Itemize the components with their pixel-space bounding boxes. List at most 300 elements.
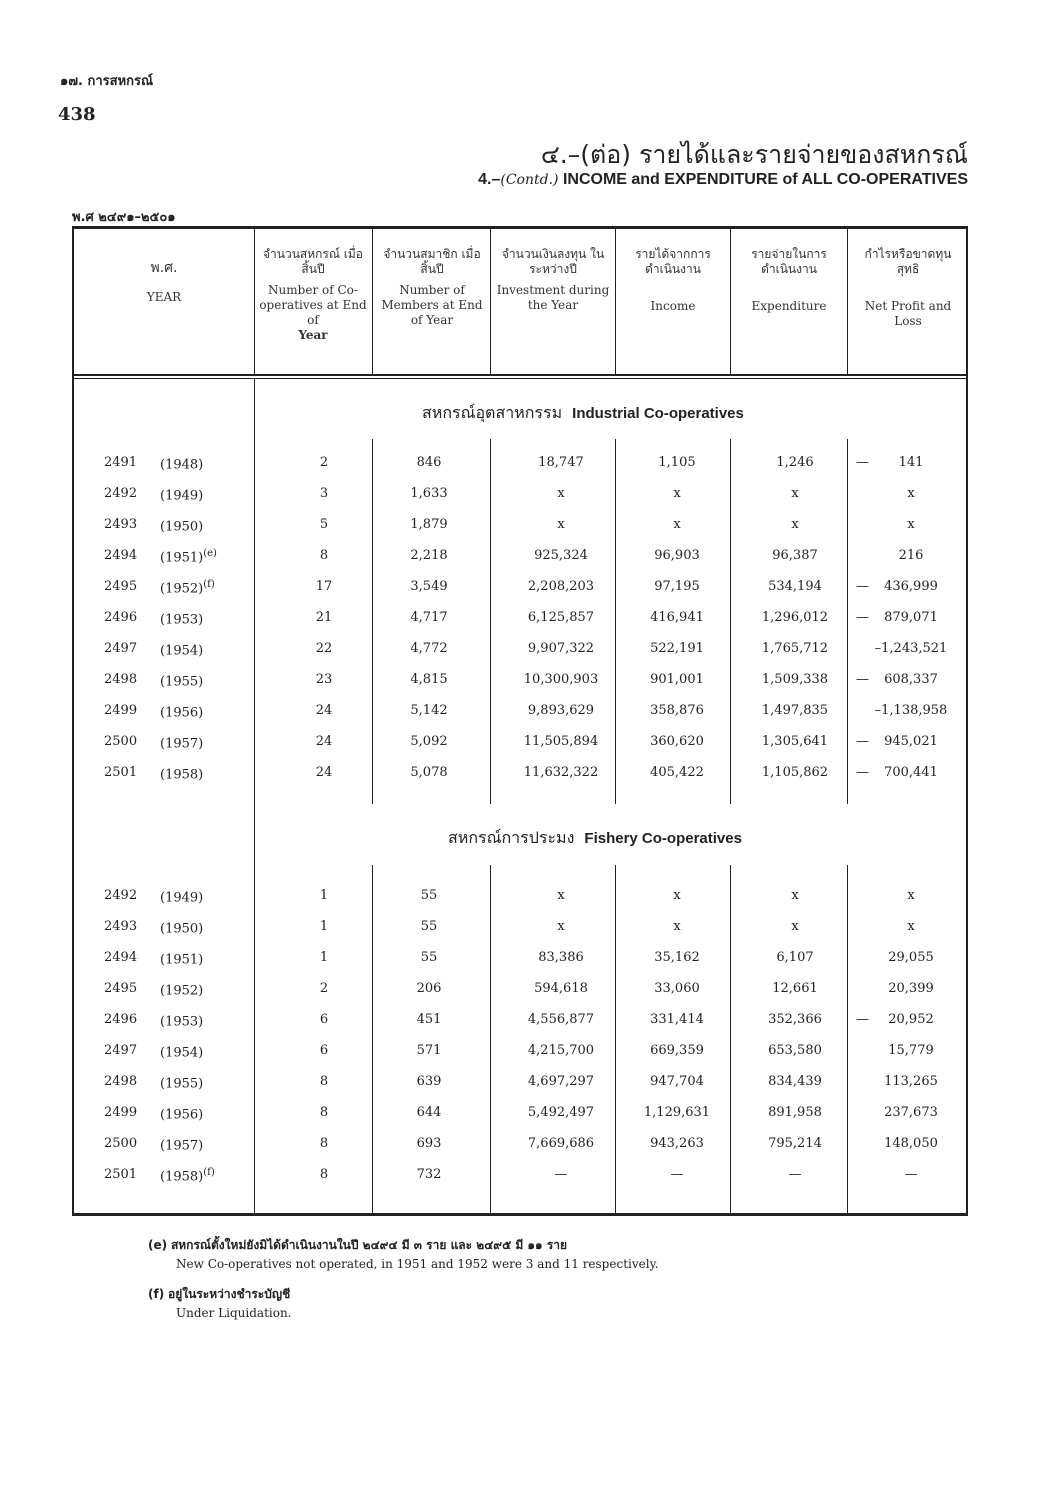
cell-members: 1,879 xyxy=(410,517,448,532)
cell-coops: 1 xyxy=(319,888,329,903)
cell-income: x xyxy=(673,486,681,501)
cell-investment: 10,300,903 xyxy=(523,672,599,687)
year-ce-text: (1957) xyxy=(160,1138,204,1154)
cell-income: — xyxy=(670,1167,684,1182)
col-header-income xyxy=(619,247,727,314)
cell-year-be: 2497 xyxy=(104,1043,138,1058)
cell-income: 1,105 xyxy=(658,455,696,470)
table-row xyxy=(74,455,970,479)
cell-net-value: 436,999 xyxy=(884,579,938,594)
year-ce-text: (1953) xyxy=(160,612,204,628)
title-en-contd: (Contd.) xyxy=(500,172,559,188)
negative-sign: — xyxy=(856,734,869,749)
cell-members: 55 xyxy=(420,950,438,965)
cell-net-value: 20,952 xyxy=(888,1012,934,1027)
title-en-main: INCOME and EXPENDITURE of ALL CO-OPERATIVES xyxy=(562,171,968,188)
col-header-investment-en: Investment during the Year xyxy=(496,283,610,312)
section-title-th: สหกรณ์การประมง xyxy=(448,828,575,847)
negative-sign: — xyxy=(856,672,869,687)
cell-net-value: 141 xyxy=(898,455,924,470)
cell-members: 4,772 xyxy=(410,641,448,656)
cell-investment: 2,208,203 xyxy=(527,579,595,594)
cell-net xyxy=(856,1105,966,1120)
table-row xyxy=(74,1074,970,1098)
col-header-members-th: จำนวนสมาชิก เมื่อสิ้นปี xyxy=(383,247,481,276)
cell-net-value: 608,337 xyxy=(884,672,938,687)
cell-year-ce xyxy=(160,888,203,905)
section-title-th: สหกรณ์อุตสาหกรรม xyxy=(422,403,563,422)
col-header-net-en: Net Profit and Loss xyxy=(864,299,952,328)
col-header-year-en: YEAR xyxy=(146,290,182,304)
cell-investment: 9,907,322 xyxy=(527,641,595,656)
cell-expenditure: 6,107 xyxy=(776,950,814,965)
section-title-en: Fishery Co-operatives xyxy=(584,830,742,847)
cell-expenditure: — xyxy=(788,1167,802,1182)
table-row xyxy=(74,703,970,727)
footnote-mark: (f) xyxy=(148,1287,165,1301)
cell-year-be: 2494 xyxy=(104,950,138,965)
cell-expenditure: 795,214 xyxy=(768,1136,822,1151)
cell-net-value: 20,399 xyxy=(888,981,934,996)
col-header-coops-th: จำนวนสหกรณ์ เมื่อสิ้นปี xyxy=(262,247,364,276)
year-ce-text: (1951) xyxy=(160,550,204,566)
cell-members: 2,218 xyxy=(410,548,448,563)
header-rule xyxy=(490,229,491,374)
cell-year-be: 2493 xyxy=(104,517,138,532)
cell-net xyxy=(856,950,966,965)
cell-net-value: 237,673 xyxy=(884,1105,938,1120)
cell-income: 416,941 xyxy=(650,610,704,625)
cell-income: 33,060 xyxy=(654,981,700,996)
cell-income: 901,001 xyxy=(650,672,704,687)
cell-net xyxy=(856,1012,966,1027)
cell-income: 947,704 xyxy=(650,1074,704,1089)
cell-investment: 11,632,322 xyxy=(523,765,599,780)
cell-net-value: –1,138,958 xyxy=(874,703,948,718)
cell-income: 35,162 xyxy=(654,950,700,965)
cell-year-ce xyxy=(160,1105,203,1122)
cell-net xyxy=(856,455,966,470)
cell-net-value: 29,055 xyxy=(888,950,934,965)
col-header-coops-en xyxy=(257,283,369,343)
cell-year-be: 2491 xyxy=(104,455,138,470)
cell-income: 669,359 xyxy=(650,1043,704,1058)
cell-investment: 6,125,857 xyxy=(527,610,595,625)
cell-net-value: 700,441 xyxy=(884,765,938,780)
cell-members: 693 xyxy=(416,1136,442,1151)
year-ce-text: (1954) xyxy=(160,1045,204,1061)
cell-net xyxy=(856,888,966,903)
cell-coops: 1 xyxy=(319,950,329,965)
cell-year-be: 2500 xyxy=(104,734,138,749)
body-rule xyxy=(847,865,848,1215)
cell-net-value: –1,243,521 xyxy=(874,641,948,656)
cell-coops: 24 xyxy=(315,765,333,780)
cell-year-ce xyxy=(160,1136,203,1153)
table-row xyxy=(74,548,970,572)
body-rule xyxy=(490,865,491,1215)
cell-year-ce xyxy=(160,981,203,998)
running-header: ๑๗. การสหกรณ์ xyxy=(60,74,154,89)
cell-members: 1,633 xyxy=(410,486,448,501)
cell-year-be: 2492 xyxy=(104,888,138,903)
negative-sign: — xyxy=(856,1012,869,1027)
cell-expenditure: 12,661 xyxy=(772,981,818,996)
cell-members: 55 xyxy=(420,919,438,934)
cell-net xyxy=(856,1043,966,1058)
cell-year-be: 2495 xyxy=(104,579,138,594)
cell-net-value: x xyxy=(907,919,915,934)
cell-investment: 5,492,497 xyxy=(527,1105,595,1120)
cell-net-value: 148,050 xyxy=(884,1136,938,1151)
cell-expenditure: 1,296,012 xyxy=(761,610,829,625)
title-thai: ๔.–(ต่อ) รายได้และรายจ่ายของสหกรณ์ xyxy=(540,140,968,169)
data-table xyxy=(72,226,968,1216)
cell-coops: 8 xyxy=(319,1074,329,1089)
cell-expenditure: x xyxy=(791,919,799,934)
cell-income: 1,129,631 xyxy=(643,1105,711,1120)
cell-expenditure: 534,194 xyxy=(768,579,822,594)
year-ce-text: (1957) xyxy=(160,736,204,752)
cell-expenditure: 1,497,835 xyxy=(761,703,829,718)
col-header-coops-en-text: Number of Co-operatives at End of xyxy=(259,283,367,327)
table-row xyxy=(74,1136,970,1160)
col-header-coops-en-bold: Year xyxy=(298,328,328,342)
cell-year-ce xyxy=(160,1167,215,1184)
cell-members: 55 xyxy=(420,888,438,903)
cell-investment: 925,324 xyxy=(534,548,588,563)
cell-coops: 6 xyxy=(319,1043,329,1058)
cell-members: 5,142 xyxy=(410,703,448,718)
year-ce-text: (1956) xyxy=(160,705,204,721)
cell-net xyxy=(856,1167,966,1182)
cell-investment: 4,697,297 xyxy=(527,1074,595,1089)
cell-year-be: 2493 xyxy=(104,919,138,934)
year-ce-text: (1949) xyxy=(160,488,204,504)
table-row xyxy=(74,888,970,912)
cell-year-ce xyxy=(160,1074,203,1091)
table-row xyxy=(74,579,970,603)
title-en-prefix: 4.– xyxy=(478,171,501,188)
cell-coops: 24 xyxy=(315,734,333,749)
cell-income: 358,876 xyxy=(650,703,704,718)
year-ce-text: (1949) xyxy=(160,890,204,906)
cell-net xyxy=(856,765,966,780)
cell-net xyxy=(856,610,966,625)
table-row xyxy=(74,734,970,758)
cell-net-value: 15,779 xyxy=(888,1043,934,1058)
cell-year-ce xyxy=(160,610,203,627)
cell-net xyxy=(856,1136,966,1151)
header-rule xyxy=(372,229,373,374)
cell-investment: 4,215,700 xyxy=(527,1043,595,1058)
footnote-mark: (e) xyxy=(203,548,217,559)
year-ce-text: (1953) xyxy=(160,1014,204,1030)
table-row xyxy=(74,1105,970,1129)
cell-investment: 594,618 xyxy=(534,981,588,996)
cell-investment: x xyxy=(557,517,565,532)
cell-net xyxy=(856,919,966,934)
negative-sign: — xyxy=(856,610,869,625)
cell-year-ce xyxy=(160,1012,203,1029)
period-label: พ.ศ ๒๔๙๑–๒๕๐๑ xyxy=(72,210,176,225)
cell-members: 3,549 xyxy=(410,579,448,594)
col-header-expenditure xyxy=(734,247,844,314)
cell-year-be: 2499 xyxy=(104,703,138,718)
cell-year-be: 2492 xyxy=(104,486,138,501)
cell-members: 5,092 xyxy=(410,734,448,749)
page-number: 438 xyxy=(58,104,96,125)
cell-investment: x xyxy=(557,486,565,501)
cell-income: 943,263 xyxy=(650,1136,704,1151)
footnote-thai: อยู่ในระหว่างชำระบัญชี xyxy=(168,1287,291,1301)
cell-year-be: 2498 xyxy=(104,1074,138,1089)
negative-sign: — xyxy=(856,455,869,470)
cell-income: x xyxy=(673,919,681,934)
table-row xyxy=(74,1012,970,1036)
cell-income: 96,903 xyxy=(654,548,700,563)
negative-sign: — xyxy=(856,765,869,780)
year-ce-text: (1952) xyxy=(160,983,204,999)
footnotes xyxy=(148,1236,659,1334)
cell-investment: x xyxy=(557,888,565,903)
col-header-members xyxy=(376,247,488,328)
col-header-investment xyxy=(494,247,612,313)
cell-year-be: 2499 xyxy=(104,1105,138,1120)
cell-net xyxy=(856,981,966,996)
cell-year-be: 2495 xyxy=(104,981,138,996)
cell-investment: — xyxy=(554,1167,568,1182)
col-header-year xyxy=(94,247,234,305)
cell-expenditure: 1,246 xyxy=(776,455,814,470)
cell-year-be: 2494 xyxy=(104,548,138,563)
col-header-income-en: Income xyxy=(650,299,696,313)
table-row xyxy=(74,765,970,789)
year-ce-text: (1948) xyxy=(160,457,204,473)
title-english xyxy=(478,171,968,189)
header-divider xyxy=(74,374,966,376)
cell-net xyxy=(856,517,966,532)
cell-members: 846 xyxy=(416,455,442,470)
cell-net-value: 945,021 xyxy=(884,734,938,749)
cell-expenditure: 352,366 xyxy=(768,1012,822,1027)
cell-expenditure: 1,509,338 xyxy=(761,672,829,687)
cell-net xyxy=(856,579,966,594)
cell-coops: 21 xyxy=(315,610,333,625)
table-row xyxy=(74,950,970,974)
cell-year-ce xyxy=(160,548,217,565)
cell-investment: 83,386 xyxy=(538,950,584,965)
footnote xyxy=(148,1285,659,1320)
cell-investment: 4,556,877 xyxy=(527,1012,595,1027)
cell-year-ce xyxy=(160,455,203,472)
cell-income: 331,414 xyxy=(650,1012,704,1027)
cell-income: 360,620 xyxy=(650,734,704,749)
section-title-industrial xyxy=(422,401,744,426)
cell-year-ce xyxy=(160,641,203,658)
cell-expenditure: 1,305,641 xyxy=(761,734,829,749)
cell-year-ce xyxy=(160,765,203,782)
cell-coops: 5 xyxy=(319,517,329,532)
cell-coops: 2 xyxy=(319,981,329,996)
cell-year-ce xyxy=(160,672,203,689)
cell-coops: 22 xyxy=(315,641,333,656)
cell-expenditure: 1,765,712 xyxy=(761,641,829,656)
cell-members: 206 xyxy=(416,981,442,996)
col-header-net-th: กำไรหรือขาดทุน สุทธิ xyxy=(864,247,952,276)
year-ce-text: (1955) xyxy=(160,674,204,690)
cell-expenditure: 891,958 xyxy=(768,1105,822,1120)
cell-year-be: 2500 xyxy=(104,1136,138,1151)
cell-expenditure: x xyxy=(791,486,799,501)
cell-net-value: 113,265 xyxy=(884,1074,938,1089)
col-header-income-th: รายได้จากการ ดำเนินงาน xyxy=(635,247,711,276)
cell-net xyxy=(856,703,966,718)
cell-year-be: 2497 xyxy=(104,641,138,656)
col-header-net xyxy=(852,247,964,329)
cell-year-ce xyxy=(160,703,203,720)
cell-net-value: — xyxy=(904,1167,918,1182)
table-row xyxy=(74,641,970,665)
cell-income: 97,195 xyxy=(654,579,700,594)
cell-income: 405,422 xyxy=(650,765,704,780)
table-row xyxy=(74,919,970,943)
footnote-mark: (e) xyxy=(148,1238,168,1252)
cell-year-be: 2498 xyxy=(104,672,138,687)
cell-net xyxy=(856,1074,966,1089)
footnote xyxy=(148,1236,659,1271)
cell-members: 644 xyxy=(416,1105,442,1120)
header-rule xyxy=(615,229,616,374)
cell-income: x xyxy=(673,888,681,903)
cell-net xyxy=(856,548,966,563)
cell-net xyxy=(856,672,966,687)
cell-expenditure: x xyxy=(791,888,799,903)
cell-coops: 8 xyxy=(319,1136,329,1151)
cell-net-value: 879,071 xyxy=(884,610,938,625)
cell-investment: 18,747 xyxy=(538,455,584,470)
cell-year-ce xyxy=(160,1043,203,1060)
body-rule xyxy=(372,865,373,1215)
cell-coops: 8 xyxy=(319,1167,329,1182)
cell-year-be: 2496 xyxy=(104,1012,138,1027)
cell-year-ce xyxy=(160,919,203,936)
cell-coops: 6 xyxy=(319,1012,329,1027)
cell-income: x xyxy=(673,517,681,532)
cell-year-be: 2501 xyxy=(104,1167,138,1182)
table-row xyxy=(74,610,970,634)
cell-coops: 24 xyxy=(315,703,333,718)
table-row xyxy=(74,981,970,1005)
cell-expenditure: 653,580 xyxy=(768,1043,822,1058)
cell-net-value: x xyxy=(907,888,915,903)
year-ce-text: (1955) xyxy=(160,1076,204,1092)
cell-coops: 8 xyxy=(319,1105,329,1120)
cell-income: 522,191 xyxy=(650,641,704,656)
table-row xyxy=(74,1167,970,1191)
cell-members: 4,815 xyxy=(410,672,448,687)
table-row xyxy=(74,517,970,541)
cell-net xyxy=(856,486,966,501)
cell-net-value: 216 xyxy=(898,548,924,563)
cell-net xyxy=(856,641,966,656)
cell-year-be: 2496 xyxy=(104,610,138,625)
section-title-en: Industrial Co-operatives xyxy=(572,405,744,422)
cell-year-be: 2501 xyxy=(104,765,138,780)
year-ce-text: (1950) xyxy=(160,921,204,937)
footnote-english: Under Liquidation. xyxy=(176,1306,292,1320)
cell-year-ce xyxy=(160,579,215,596)
cell-members: 451 xyxy=(416,1012,442,1027)
col-header-expenditure-th: รายจ่ายในการ ดำเนินงาน xyxy=(751,247,827,276)
col-header-investment-th: จำนวนเงินลงทุน ในระหว่างปี xyxy=(501,247,605,276)
col-header-members-en: Number of Members at End of Year xyxy=(381,283,483,327)
cell-members: 5,078 xyxy=(410,765,448,780)
body-rule xyxy=(730,865,731,1215)
header-rule xyxy=(254,229,255,374)
year-ce-text: (1952) xyxy=(160,581,204,597)
cell-net xyxy=(856,734,966,749)
cell-members: 639 xyxy=(416,1074,442,1089)
cell-year-ce xyxy=(160,486,203,503)
year-ce-text: (1956) xyxy=(160,1107,204,1123)
cell-year-ce xyxy=(160,517,203,534)
table-row xyxy=(74,672,970,696)
cell-year-ce xyxy=(160,734,203,751)
cell-expenditure: 834,439 xyxy=(768,1074,822,1089)
footnote-mark: (f) xyxy=(203,579,215,590)
cell-year-ce xyxy=(160,950,203,967)
cell-investment: x xyxy=(557,919,565,934)
cell-investment: 9,893,629 xyxy=(527,703,595,718)
year-ce-text: (1950) xyxy=(160,519,204,535)
cell-expenditure: x xyxy=(791,517,799,532)
cell-members: 571 xyxy=(416,1043,442,1058)
col-header-expenditure-en: Expenditure xyxy=(751,299,827,313)
cell-coops: 8 xyxy=(319,548,329,563)
cell-coops: 1 xyxy=(319,919,329,934)
cell-expenditure: 1,105,862 xyxy=(761,765,829,780)
cell-investment: 7,669,686 xyxy=(527,1136,595,1151)
footnote-thai: สหกรณ์ตั้งใหม่ยังมิได้ดำเนินงานในปี ๒๔๙๔ มี ๓ ราย และ ๒๔๙๕ มี ๑๑ ราย xyxy=(170,1238,568,1252)
year-ce-text: (1958) xyxy=(160,767,204,783)
cell-members: 732 xyxy=(416,1167,442,1182)
body-rule xyxy=(615,865,616,1215)
year-ce-text: (1951) xyxy=(160,952,204,968)
col-header-year-th: พ.ศ. xyxy=(150,260,178,276)
footnote-english: New Co-operatives not operated, in 1951 and 1952 were 3 and 11 respectively. xyxy=(176,1257,659,1271)
cell-expenditure: 96,387 xyxy=(772,548,818,563)
table-row xyxy=(74,1043,970,1067)
year-ce-text: (1958) xyxy=(160,1169,204,1185)
cell-net-value: x xyxy=(907,517,915,532)
cell-investment: 11,505,894 xyxy=(523,734,599,749)
cell-members: 4,717 xyxy=(410,610,448,625)
section-title-fishery xyxy=(448,826,742,851)
header-rule xyxy=(847,229,848,374)
cell-coops: 3 xyxy=(319,486,329,501)
cell-coops: 2 xyxy=(319,455,329,470)
cell-net-value: x xyxy=(907,486,915,501)
cell-coops: 17 xyxy=(315,579,333,594)
negative-sign: — xyxy=(856,579,869,594)
header-rule xyxy=(730,229,731,374)
year-ce-text: (1954) xyxy=(160,643,204,659)
table-row xyxy=(74,486,970,510)
col-header-coops xyxy=(257,247,369,343)
cell-coops: 23 xyxy=(315,672,333,687)
footnote-mark: (f) xyxy=(203,1167,215,1178)
